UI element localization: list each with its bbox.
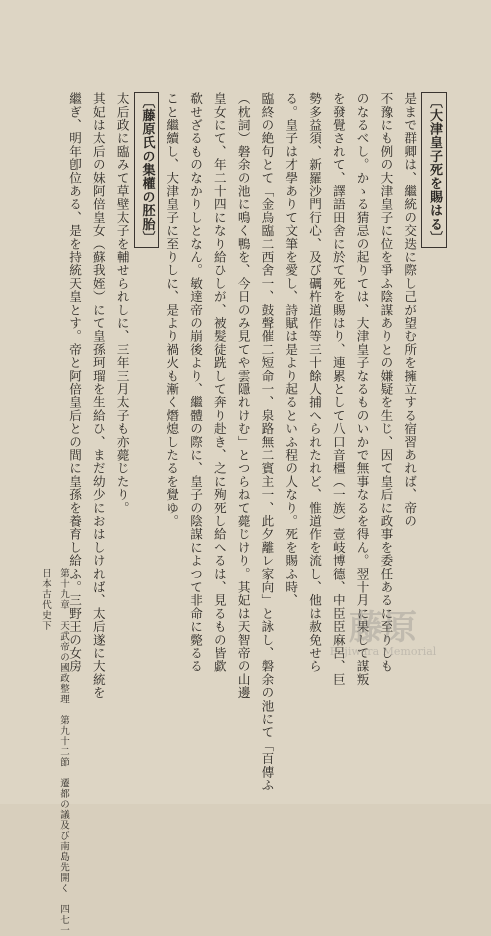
book-title: 日本古代史下 <box>40 568 51 631</box>
text-line: 不豫にも例の大津皇子に位を爭ふ陰謀ありとの嫌疑を生じ、因て皇后に政事を委任あるに至りしも <box>378 92 394 673</box>
text-line: る。皇子は才學ありて文筆を愛し、詩賦は是より起るといふ程の人なり。死を賜ふ時、 <box>283 92 299 607</box>
chapter-running-head: 第十九章 天武帝の國政整理 第九十二節 遷都の議及び南島先開く 四七一 <box>58 568 69 936</box>
section2-heading: 〔藤原氏の集權の胚胎〕 <box>134 92 160 657</box>
text-line: 繼ぎ、明年卽位ある、是を持統天皇とす。帝と阿倍皇后との間に皇孫を養育し給ふ。三野王の女房 <box>67 92 83 673</box>
page-footer <box>0 548 491 936</box>
text-line: 欷せざるものなかりしとなん。敏達帝の崩後より、繼體の際に、皇子の陰謀によつて非命に斃るる <box>188 92 204 673</box>
text-line: 太后政に臨みて草壁太子を輔せられしに、三年三月太子も亦薨じたり。 <box>114 92 130 515</box>
text-line: 其妃は太后の妹阿倍皇女（蘇我姪）にて皇孫珂瑠を生給ひ、まだ幼少におはしければ、太后遂に大統を <box>90 92 106 700</box>
text-line: こと繼續し、大津皇子に至りしに、是より禍火も漸く熸熄したるを覺ゆ。 <box>164 92 180 528</box>
section1-heading: 〔大津皇子死を賜はる〕 <box>421 92 447 657</box>
text-line: 勢多益須、新羅沙門行心、及び礪杵道作等三十餘人捕へられたれど、惟道作を流し、他は赦免せら <box>307 92 323 673</box>
text-line: （枕詞）磐余の池に鳴く鴨を、今日のみ見てや雲隱れけむ」とつらねて薨じけり。其妃は天智帝の山邊 <box>235 92 251 700</box>
text-line: 是まで群卿は、繼統の交迭に際し己が望む所を擁立する宿習あれば、帝の <box>402 92 418 528</box>
text-line: のなるべし。かゝる猜忌の起りては、大津皇子なるものいかで無事なるを得ん。翌十月に果して謀叛 <box>354 92 370 686</box>
text-line: 臨終の絶句とて「金烏臨二西舍一、鼓聲催二短命一、泉路無二賓主一、此夕離レ家向」と詠し、磐余の池にて「百傳ふ <box>259 92 275 792</box>
text-line: 皇女にて、年二十四になり給ひしが、被髪徒跣して奔り赴き、之に殉死し給へるは、見るもの皆歔 <box>211 92 227 673</box>
text-line: を發覺されて、譯語田舍に於て死を賜はり、連累として八口音橿（一族）壹岐博德、中臣臣麻呂、巨 <box>330 92 346 686</box>
library-stamp-watermark: 藤原 Fujiwara Memorial <box>329 608 437 658</box>
